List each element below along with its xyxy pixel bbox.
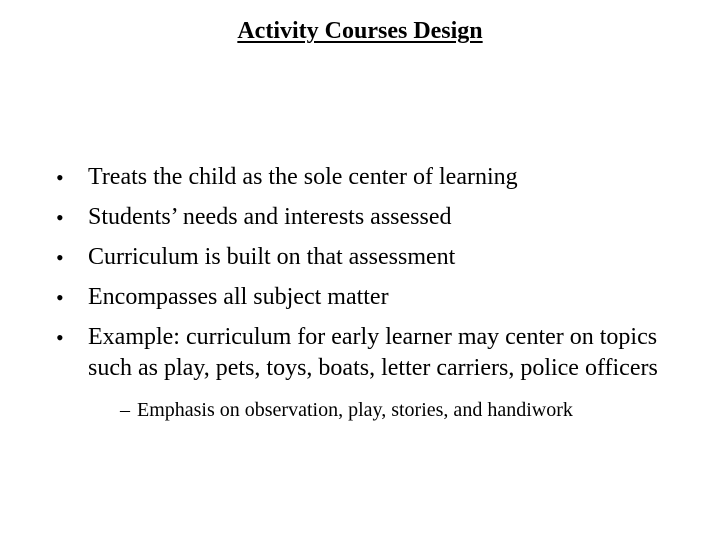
bullet-marker: • xyxy=(56,165,64,190)
bullet-item xyxy=(0,322,720,423)
bullet-text: Curriculum is built on that assessment xyxy=(88,244,456,270)
bullet-item xyxy=(0,242,720,273)
sub-bullet-item xyxy=(0,397,670,423)
bullet-marker: • xyxy=(56,325,64,350)
bullet-item xyxy=(0,282,720,313)
bullet-marker: • xyxy=(56,205,64,230)
bullet-item xyxy=(0,162,720,193)
bullet-text: Students’ needs and interests assessed xyxy=(88,204,452,230)
bullet-marker: • xyxy=(56,245,64,270)
bullet-marker: • xyxy=(56,285,64,310)
bullet-text: Encompasses all subject matter xyxy=(88,284,389,310)
bullet-text: Treats the child as the sole center of learning xyxy=(88,164,518,190)
sub-bullet-text: Emphasis on observation, play, stories, and handiwork xyxy=(137,399,573,421)
slide-title-text: Activity Courses Design xyxy=(237,18,483,44)
sub-bullet-marker: – xyxy=(120,399,130,421)
bullet-list xyxy=(0,162,720,432)
slide-title xyxy=(0,14,720,48)
bullet-text: Example: curriculum for early learner may center on topics such as play, pets, toys, boats, letter carriers, police officers xyxy=(88,324,658,381)
bullet-item xyxy=(0,202,720,233)
